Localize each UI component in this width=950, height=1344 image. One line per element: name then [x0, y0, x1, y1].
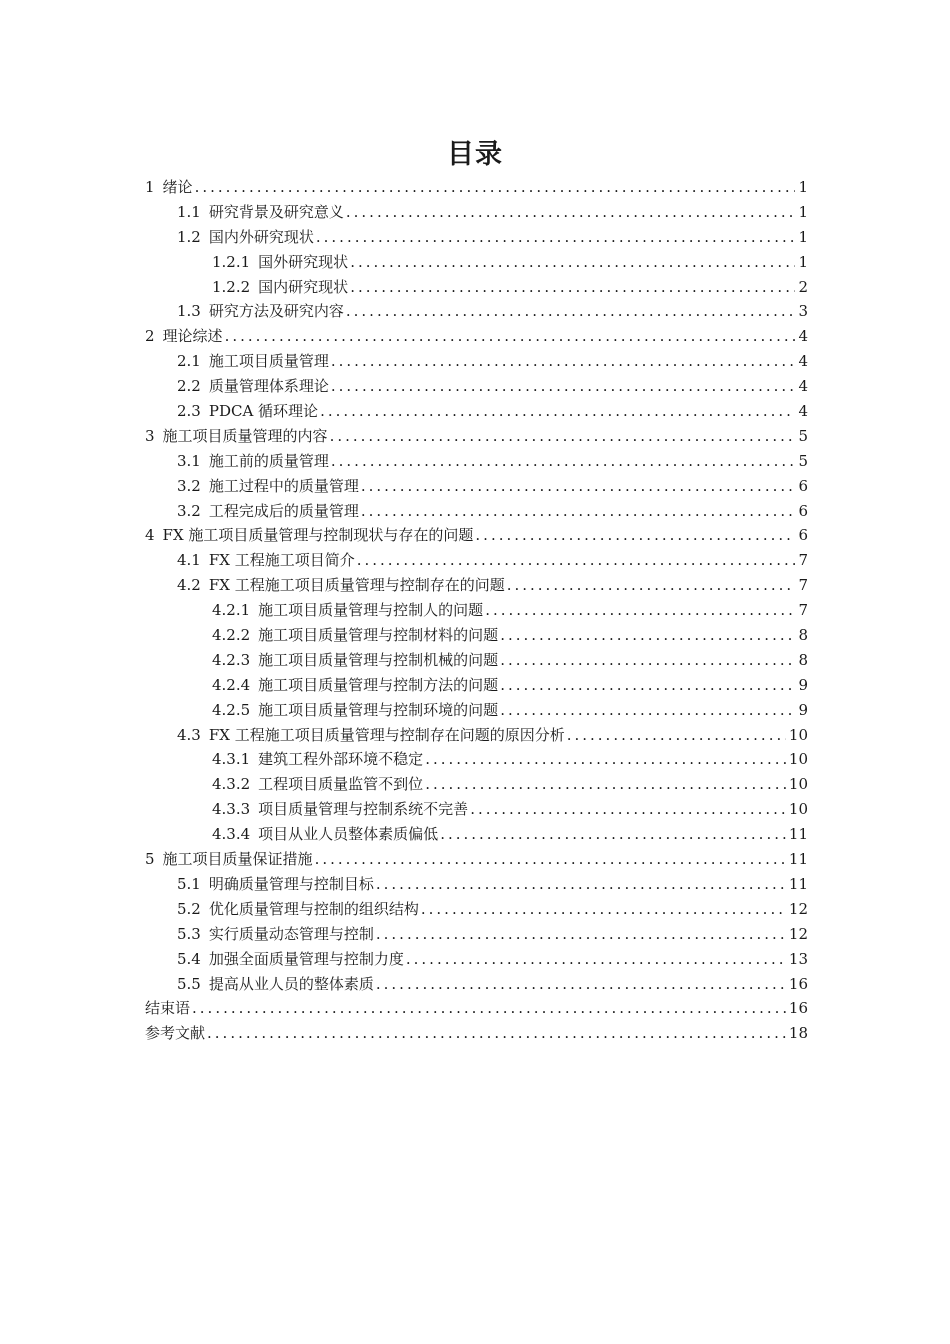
- toc-entry-number: 1.2.2: [212, 277, 251, 296]
- toc-entry-title: 理论综述: [162, 327, 223, 346]
- toc-entry-page-number: 16: [788, 999, 808, 1018]
- toc-entry[interactable]: [145, 847, 808, 872]
- toc-entry-title: 明确质量管理与控制目标: [208, 874, 374, 893]
- toc-entry-title: 国外研究现状: [258, 252, 349, 271]
- toc-entry-page-number: 1: [798, 227, 808, 246]
- toc-entry-page-number: 11: [788, 850, 808, 869]
- toc-entry-title: 研究方法及研究内容: [208, 302, 344, 321]
- toc-entry[interactable]: [145, 947, 808, 972]
- toc-dot-leader: [331, 349, 796, 374]
- toc-dot-leader: [195, 175, 796, 200]
- toc-dot-leader: [207, 1021, 786, 1046]
- toc-entry-number: 2.1: [177, 352, 201, 371]
- toc-entry-number: 4.3.2: [212, 775, 251, 794]
- toc-dot-leader: [500, 673, 795, 698]
- toc-entry-page-number: 1: [798, 202, 808, 221]
- toc-entry-title: 工程项目质量监管不到位: [258, 775, 424, 794]
- toc-entry-title: 提高从业人员的整体素质: [208, 974, 374, 993]
- toc-entry[interactable]: [145, 723, 808, 748]
- toc-entry-number: 4.2.2: [212, 626, 251, 645]
- toc-entry-title: 优化质量管理与控制的组织结构: [208, 899, 419, 918]
- toc-entry-page-number: 5: [798, 426, 808, 445]
- toc-entry-title: FX 工程施工项目质量管理与控制存在问题的原因分析: [208, 725, 565, 744]
- toc-entry[interactable]: [145, 797, 808, 822]
- toc-entry[interactable]: [145, 1021, 808, 1046]
- toc-dot-leader: [350, 275, 795, 300]
- toc-entry-page-number: 6: [798, 526, 808, 545]
- toc-entry-title: 施工项目质量管理与控制机械的问题: [258, 650, 499, 669]
- toc-dot-leader: [376, 872, 786, 897]
- toc-entry-number: 1.2.1: [212, 252, 251, 271]
- toc-entry-title: 施工项目质量管理与控制环境的问题: [258, 700, 499, 719]
- toc-entry[interactable]: [145, 772, 808, 797]
- toc-dot-leader: [567, 723, 786, 748]
- toc-dot-leader: [425, 747, 786, 772]
- toc-entry[interactable]: [145, 673, 808, 698]
- toc-entry-number: 5.1: [177, 874, 201, 893]
- toc-entry-title: 加强全面质量管理与控制力度: [208, 949, 404, 968]
- toc-entry-title: PDCA 循环理论: [208, 402, 319, 421]
- toc-entry-number: 2.3: [177, 402, 201, 421]
- toc-entry[interactable]: [145, 324, 808, 349]
- toc-entry-title: 施工项目质量管理的内容: [162, 426, 328, 445]
- toc-entry-title: 施工前的质量管理: [208, 451, 329, 470]
- toc-entry[interactable]: [145, 399, 808, 424]
- toc-dot-leader: [192, 996, 786, 1021]
- toc-entry-number: 1.3: [177, 302, 201, 321]
- toc-dot-leader: [346, 299, 796, 324]
- toc-entry-number: 2: [145, 327, 155, 346]
- toc-entry-number: 4.2: [177, 576, 201, 595]
- toc-entry-title: 施工项目质量管理与控制材料的问题: [258, 626, 499, 645]
- toc-entry[interactable]: [145, 996, 808, 1021]
- toc-dot-leader: [361, 499, 796, 524]
- toc-entry-page-number: 1: [798, 252, 808, 271]
- toc-entry-title: 研究背景及研究意义: [208, 202, 344, 221]
- toc-entry-title: FX 施工项目质量管理与控制现状与存在的问题: [162, 526, 474, 545]
- toc-entry[interactable]: [145, 747, 808, 772]
- toc-entry-title: FX 工程施工项目质量管理与控制存在的问题: [208, 576, 505, 595]
- toc-entry[interactable]: [145, 548, 808, 573]
- toc-entry-page-number: 7: [798, 551, 808, 570]
- toc-entry-number: 3.1: [177, 451, 201, 470]
- toc-entry[interactable]: [145, 374, 808, 399]
- toc-entry-number: 1: [145, 178, 155, 196]
- toc-entry[interactable]: [145, 698, 808, 723]
- toc-dot-leader: [346, 200, 796, 225]
- toc-entry-page-number: 18: [788, 1024, 808, 1043]
- toc-entry-number: 4.3.4: [212, 825, 251, 844]
- toc-entry-number: 4.1: [177, 551, 201, 570]
- toc-entry-page-number: 3: [798, 302, 808, 321]
- toc-entry-number: 4.3: [177, 725, 201, 744]
- toc-entry-number: 5.4: [177, 949, 201, 968]
- toc-dot-leader: [500, 698, 795, 723]
- toc-entry[interactable]: [145, 598, 808, 623]
- toc-entry-page-number: 6: [798, 501, 808, 520]
- toc-dot-leader: [331, 449, 796, 474]
- toc-entry[interactable]: [145, 175, 808, 200]
- toc-entry-page-number: 11: [788, 874, 808, 893]
- toc-dot-leader: [320, 399, 795, 424]
- toc-dot-leader: [406, 947, 786, 972]
- toc-entry[interactable]: [145, 648, 808, 673]
- toc-entry[interactable]: [145, 250, 808, 275]
- toc-entry[interactable]: [145, 872, 808, 897]
- toc-dot-leader: [500, 648, 795, 673]
- toc-entry-title: 施工项目质量管理与控制人的问题: [258, 601, 484, 620]
- toc-entry-number: 5.2: [177, 899, 201, 918]
- toc-dot-leader: [376, 972, 786, 997]
- toc-entry[interactable]: [145, 922, 808, 947]
- toc-entry-title: 国内外研究现状: [208, 227, 314, 246]
- toc-dot-leader: [440, 822, 786, 847]
- toc-entry[interactable]: [145, 424, 808, 449]
- toc-entry-page-number: 4: [798, 377, 808, 396]
- toc-entry[interactable]: [145, 822, 808, 847]
- toc-dot-leader: [421, 897, 786, 922]
- toc-entry-page-number: 8: [798, 650, 808, 669]
- toc-entry[interactable]: [145, 225, 808, 250]
- toc-dot-leader: [361, 474, 796, 499]
- toc-entry-title: 结束语: [145, 999, 191, 1018]
- toc-entry[interactable]: [145, 275, 808, 300]
- toc-entry-page-number: 9: [798, 675, 808, 694]
- toc-entry[interactable]: [145, 200, 808, 225]
- toc-entry-number: 2.2: [177, 377, 201, 396]
- toc-entry-number: 4.2.1: [212, 601, 251, 620]
- toc-entry[interactable]: [145, 474, 808, 499]
- toc-entry-number: 4.2.5: [212, 700, 251, 719]
- toc-entry-title: 施工过程中的质量管理: [208, 476, 359, 495]
- toc-entry-number: 4.3.3: [212, 800, 251, 819]
- toc-entry-number: 3: [145, 426, 155, 445]
- toc-entry-number: 4.3.1: [212, 750, 251, 769]
- toc-entry-page-number: 4: [798, 352, 808, 371]
- toc-entry-page-number: 12: [788, 899, 808, 918]
- toc-entry-number: 1.2: [177, 227, 201, 246]
- toc-entry-title: 质量管理体系理论: [208, 377, 329, 396]
- toc-entry-page-number: 11: [788, 825, 808, 844]
- toc-entry-number: 3.2: [177, 476, 201, 495]
- toc-dot-leader: [315, 847, 786, 872]
- toc-entry-page-number: 10: [788, 775, 808, 794]
- toc-entry-page-number: 10: [788, 800, 808, 819]
- toc-entry-number: 4.2.3: [212, 650, 251, 669]
- toc-entry[interactable]: [145, 523, 808, 548]
- toc-entry-title: 施工项目质量管理: [208, 352, 329, 371]
- toc-entry-title: FX 工程施工项目简介: [208, 551, 355, 570]
- toc-entry-number: 5.5: [177, 974, 201, 993]
- toc-entry-page-number: 12: [788, 924, 808, 943]
- toc-dot-leader: [507, 573, 796, 598]
- toc-dot-leader: [330, 424, 796, 449]
- toc-entry[interactable]: [145, 897, 808, 922]
- toc-entry-title: 施工项目质量保证措施: [162, 850, 313, 869]
- toc-dot-leader: [350, 250, 795, 275]
- toc-entry[interactable]: [145, 972, 808, 997]
- toc-entry-page-number: 7: [798, 601, 808, 620]
- toc-title: 目录: [447, 139, 503, 170]
- toc-entry-title: 参考文献: [145, 1024, 206, 1043]
- toc-dot-leader: [500, 623, 795, 648]
- toc-entry-number: 4.2.4: [212, 675, 251, 694]
- toc-entry-number: 1.1: [177, 202, 201, 221]
- toc-entry-number: 5.3: [177, 924, 201, 943]
- toc-entry-page-number: 7: [798, 576, 808, 595]
- toc-entry-page-number: 5: [798, 451, 808, 470]
- toc-entry-page-number: 1: [798, 178, 808, 196]
- toc-entry-number: 5: [145, 850, 155, 869]
- table-of-contents: [145, 175, 808, 1046]
- toc-entry-title: 施工项目质量管理与控制方法的问题: [258, 675, 499, 694]
- toc-entry-page-number: 4: [798, 327, 808, 346]
- toc-entry-page-number: 13: [788, 949, 808, 968]
- toc-dot-leader: [425, 772, 786, 797]
- toc-entry[interactable]: [145, 299, 808, 324]
- toc-dot-leader: [357, 548, 796, 573]
- toc-dot-leader: [475, 523, 795, 548]
- toc-entry-title: 项目质量管理与控制系统不完善: [258, 800, 469, 819]
- toc-dot-leader: [225, 324, 796, 349]
- toc-entry[interactable]: [145, 573, 808, 598]
- toc-entry-number: 3.2: [177, 501, 201, 520]
- toc-entry[interactable]: [145, 449, 808, 474]
- toc-entry-page-number: 6: [798, 476, 808, 495]
- toc-entry-page-number: 9: [798, 700, 808, 719]
- toc-entry-title: 建筑工程外部环境不稳定: [258, 750, 424, 769]
- toc-entry-title: 实行质量动态管理与控制: [208, 924, 374, 943]
- toc-dot-leader: [485, 598, 795, 623]
- toc-dot-leader: [331, 374, 796, 399]
- toc-entry-number: 4: [145, 526, 155, 545]
- toc-entry[interactable]: [145, 499, 808, 524]
- toc-entry-page-number: 10: [788, 725, 808, 744]
- toc-entry-page-number: 8: [798, 626, 808, 645]
- toc-entry-title: 绪论: [162, 178, 193, 196]
- toc-entry-title: 工程完成后的质量管理: [208, 501, 359, 520]
- toc-entry-page-number: 2: [798, 277, 808, 296]
- toc-entry[interactable]: [145, 623, 808, 648]
- toc-dot-leader: [470, 797, 786, 822]
- toc-entry-title: 项目从业人员整体素质偏低: [258, 825, 439, 844]
- toc-dot-leader: [376, 922, 786, 947]
- toc-entry-page-number: 10: [788, 750, 808, 769]
- toc-entry-page-number: 4: [798, 402, 808, 421]
- toc-entry-page-number: 16: [788, 974, 808, 993]
- toc-entry-title: 国内研究现状: [258, 277, 349, 296]
- toc-entry[interactable]: [145, 349, 808, 374]
- toc-dot-leader: [316, 225, 796, 250]
